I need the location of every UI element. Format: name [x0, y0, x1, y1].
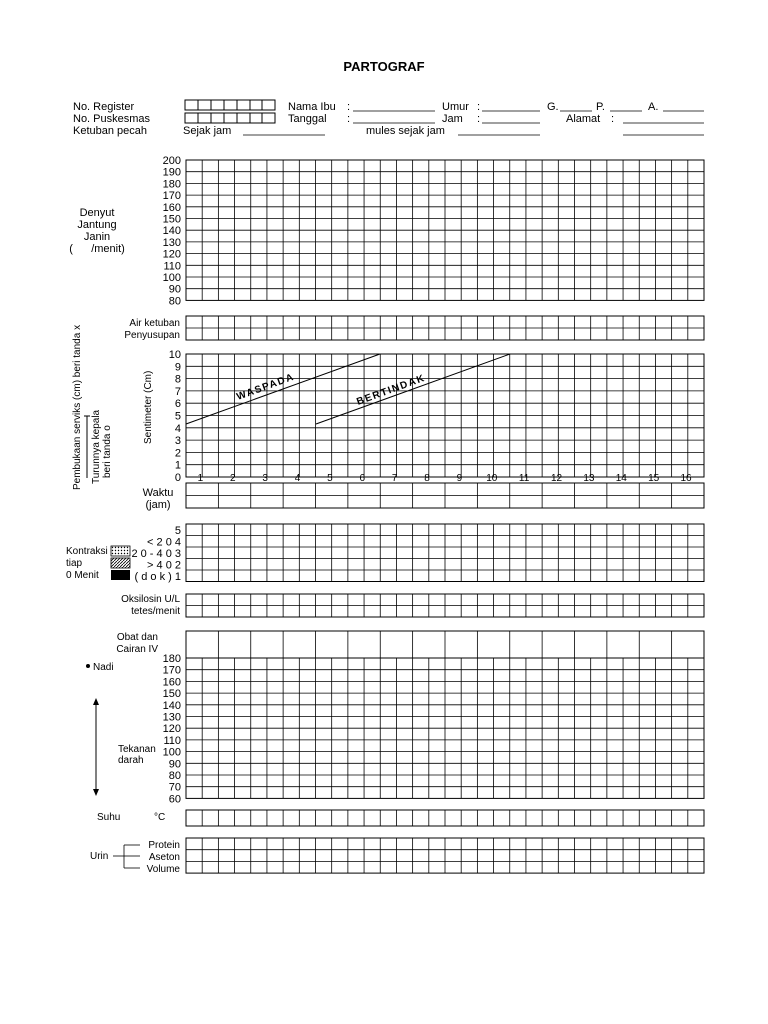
- axis-tick-label: 80: [168, 770, 181, 782]
- jam-label: Jam: [442, 113, 463, 125]
- waspada-label: WASPADA: [235, 371, 297, 403]
- axis-tick-label: 8: [174, 373, 181, 386]
- axis-tick-label: ( d o k ) 1: [134, 571, 181, 583]
- axis-tick-label: 120: [162, 723, 181, 736]
- axis-tick-label: 5: [174, 525, 181, 537]
- axis-tick-label: > 4 0 2: [147, 559, 181, 572]
- axis-tick-label: 160: [162, 201, 181, 214]
- cervix-axis-ticks: [169, 349, 181, 484]
- hour-label: 10: [486, 473, 498, 484]
- axis-tick-label: 90: [168, 758, 181, 771]
- suhu-label: Suhu: [97, 812, 121, 823]
- axis-tick-label: 10: [168, 349, 181, 361]
- waktu-grid[interactable]: [186, 483, 704, 508]
- suhu-grid[interactable]: [186, 810, 704, 826]
- kontraksi-swatch-dots: [111, 546, 130, 556]
- no-register-label: No. Register: [73, 101, 135, 113]
- ketuban-pecah-label: Ketuban pecah: [73, 125, 148, 137]
- axis-tick-label: 100: [162, 746, 181, 759]
- urin-protein-label: Protein: [148, 840, 180, 851]
- ketuban-grid[interactable]: [186, 316, 704, 340]
- sejak-jam-label: Sejak jam: [183, 125, 232, 137]
- axis-tick-label: 110: [163, 260, 181, 273]
- tanggal-colon: :: [347, 113, 351, 125]
- hour-label: 11: [518, 473, 530, 484]
- hour-label: 12: [550, 473, 563, 484]
- oksitosin-label-1: Oksilosin U/L: [121, 594, 180, 605]
- darah-label: darah: [118, 755, 144, 766]
- urin-grid[interactable]: [186, 838, 704, 873]
- axis-tick-label: 7: [174, 385, 181, 398]
- axis-tick-label: 1: [174, 459, 181, 472]
- axis-tick-label: 2 0 - 4 0 3: [131, 548, 181, 560]
- axis-tick-label: 150: [162, 688, 181, 701]
- fhr-grid[interactable]: [186, 160, 704, 300]
- cervix-grid[interactable]: [186, 354, 704, 477]
- fhr-label-line-1: Denyut: [79, 207, 115, 219]
- hour-label: 3: [262, 473, 268, 484]
- nadi-axis-ticks: [163, 653, 181, 805]
- hour-label: 5: [327, 473, 333, 484]
- axis-tick-label: 0: [174, 472, 181, 484]
- axis-tick-label: 150: [162, 213, 181, 226]
- axis-tick-label: 2: [174, 447, 181, 460]
- cervix-side-label-2a: Turunnya kepala: [91, 409, 102, 484]
- jam-unit-label: (jam): [145, 499, 171, 511]
- kontraksi-label-3: 0 Menit: [66, 570, 99, 581]
- hour-label: 8: [424, 473, 430, 484]
- cervix-side-label-2b: beri tanda o: [102, 425, 113, 478]
- puskesmas-boxes[interactable]: [185, 113, 275, 123]
- tekanan-range-arrow-icon: [93, 698, 99, 796]
- oksitosin-label-2: tetes/menit: [131, 606, 180, 617]
- axis-tick-label: 9: [174, 361, 181, 374]
- fhr-label-line-3: Janin: [83, 231, 111, 243]
- urin-aseton-label: Aseton: [148, 852, 180, 863]
- hour-label: 14: [615, 473, 627, 484]
- hour-label: 4: [294, 473, 301, 484]
- axis-tick-label: 200: [162, 155, 181, 167]
- bertindak-label: BERTINDAK: [355, 372, 428, 408]
- kontraksi-grid[interactable]: [186, 524, 704, 582]
- axis-tick-label: 190: [162, 166, 181, 179]
- axis-tick-label: 6: [174, 398, 181, 411]
- axis-tick-label: 130: [162, 711, 181, 724]
- a-label: A.: [648, 101, 659, 113]
- hour-label: 7: [391, 473, 398, 484]
- fhr-axis-ticks: [163, 155, 181, 307]
- obat-grid[interactable]: [186, 631, 704, 658]
- axis-tick-label: 160: [162, 676, 181, 689]
- axis-tick-label: 170: [162, 664, 181, 677]
- axis-tick-label: 140: [162, 225, 181, 238]
- axis-tick-label: 140: [162, 699, 181, 712]
- air-ketuban-label: Air ketuban: [129, 318, 180, 329]
- nama-ibu-colon: :: [347, 101, 351, 113]
- hour-label: 6: [359, 473, 366, 484]
- fhr-label: [69, 207, 125, 255]
- umur-colon: :: [477, 101, 481, 113]
- axis-tick-label: < 2 0 4: [147, 536, 181, 549]
- axis-tick-label: 120: [162, 248, 181, 261]
- alamat-label: Alamat: [566, 113, 601, 125]
- waktu-label: Waktu: [142, 487, 174, 499]
- axis-tick-label: 5: [174, 410, 181, 423]
- obat-label-2: Cairan IV: [116, 644, 158, 655]
- page-title: PARTOGRAF: [343, 59, 425, 74]
- suhu-unit: °C: [154, 812, 166, 823]
- axis-tick-label: 60: [168, 793, 181, 806]
- kontraksi-swatch-solid: [111, 570, 130, 580]
- jam-colon: :: [477, 113, 481, 125]
- cervix-side-label-1: Pembukaan serviks (cm) beri tanda x: [72, 324, 83, 490]
- axis-tick-label: 170: [162, 190, 181, 203]
- hour-label: 1: [197, 473, 204, 484]
- nadi-dot-icon: [86, 664, 90, 668]
- penyusupan-label: Penyusupan: [124, 330, 180, 341]
- hour-label: 2: [229, 473, 236, 484]
- axis-tick-label: 100: [162, 272, 181, 284]
- kontraksi-label-2: tiap: [66, 558, 83, 569]
- urin-volume-label: Volume: [146, 864, 180, 875]
- kontraksi-legend: [66, 546, 130, 581]
- axis-tick-label: 70: [168, 781, 181, 794]
- oksitosin-grid[interactable]: [186, 594, 704, 617]
- register-boxes[interactable]: [185, 100, 275, 110]
- urin-label: Urin: [90, 851, 109, 862]
- nama-ibu-label: Nama Ibu: [288, 101, 336, 113]
- hour-label: 9: [456, 473, 463, 484]
- axis-tick-label: 110: [163, 734, 181, 747]
- alamat-colon: :: [611, 113, 615, 125]
- axis-tick-label: 3: [174, 435, 181, 448]
- no-puskesmas-label: No. Puskesmas: [73, 113, 151, 125]
- kontraksi-axis-ticks: [131, 525, 181, 583]
- tanggal-label: Tanggal: [288, 113, 327, 125]
- axis-tick-label: 4: [174, 422, 181, 435]
- fhr-label-line-4: ( /menit): [69, 243, 125, 255]
- kontraksi-label-1: Kontraksi: [66, 546, 108, 557]
- axis-tick-label: 180: [162, 178, 181, 191]
- urin-bracket: [113, 845, 140, 868]
- kontraksi-swatch-hatch: [111, 558, 130, 568]
- g-label: G.: [547, 101, 559, 113]
- obat-label-1: Obat dan: [116, 632, 158, 643]
- tekanan-label: Tekanan: [118, 744, 156, 755]
- axis-tick-label: 80: [168, 295, 181, 308]
- cervix-y-label: Sentimeter (Cm): [143, 370, 154, 444]
- axis-tick-label: 130: [162, 236, 181, 249]
- mules-sejak-jam-label: mules sejak jam: [366, 125, 445, 137]
- hour-label: 13: [583, 473, 595, 484]
- axis-tick-label: 90: [168, 283, 181, 296]
- fhr-label-line-2: Jantung: [77, 219, 117, 231]
- hour-label: 15: [648, 473, 660, 484]
- p-label: P.: [596, 101, 605, 113]
- hour-label: 16: [680, 473, 692, 484]
- nadi-label: Nadi: [93, 662, 114, 673]
- axis-tick-label: 180: [162, 653, 181, 665]
- umur-label: Umur: [442, 101, 469, 113]
- nadi-grid[interactable]: [186, 658, 704, 798]
